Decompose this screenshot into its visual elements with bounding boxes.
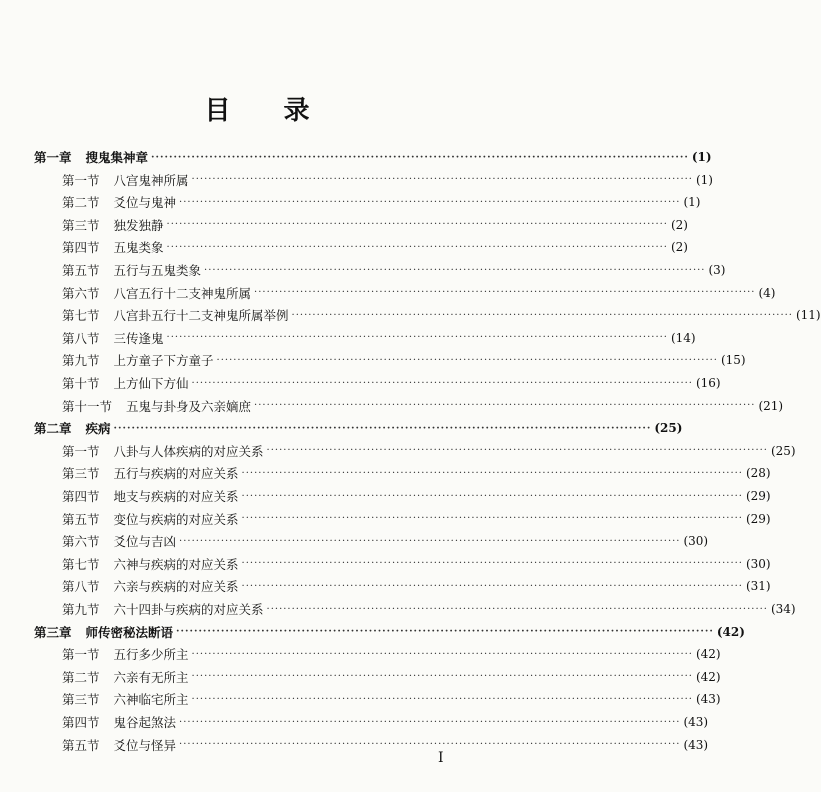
toc-chapter-row [34,622,745,642]
toc-entry-page: (29) [745,489,771,503]
toc-entry-number: 第五节 [62,511,100,527]
toc-leader-dots: ························································································································ [241,558,743,570]
toc-entry-title: 爻位与怪异 [113,737,177,753]
toc-leader-dots: ························································································································ [151,151,689,163]
toc-leader-dots: ························································································································ [191,671,693,683]
toc-entry-page: (42) [695,669,721,684]
toc-entry-title: 上方仙下方仙 [113,376,189,391]
toc-entry-page: (3) [708,263,726,277]
toc-entry-title: 五行多少所主 [113,647,189,663]
toc-leader-dots: ························································································································ [179,535,681,547]
toc-entry-title: 上方童子下方童子 [113,353,214,369]
toc-section-row [62,350,746,370]
toc-entry-title: 疾病 [85,421,111,437]
toc-leader-dots: ························································································································ [216,354,718,366]
toc-leader-dots: ························································································································ [241,580,743,592]
toc-section-row [62,463,771,483]
toc-leader-dots: ························································································································ [179,739,681,751]
toc-entry-page: (15) [720,353,746,368]
toc-entry-page: (31) [745,579,771,594]
toc-entry-title: 鬼谷起煞法 [113,715,177,730]
toc-entry-number: 第八节 [62,579,100,595]
toc-entry-page: (4) [758,285,776,300]
toc-entry-title: 搜鬼集神章 [85,150,149,165]
toc-entry-title: 五鬼与卦身及六亲嫡庶 [126,398,252,414]
toc-section-row [62,192,701,212]
toc-entry-number: 第八节 [62,330,100,346]
toc-entry-title: 三传逢鬼 [113,330,164,346]
toc-leader-dots: ························································································································ [204,264,706,276]
toc-leader-dots: ························································································································ [191,174,693,186]
toc-entry-number: 第十节 [62,376,100,391]
toc-entry-title: 变位与疾病的对应关系 [113,511,239,527]
toc-section-row [62,712,709,732]
toc-section-row [62,667,721,687]
toc-entry-number: 第二章 [34,421,72,437]
toc-entry-number: 第九节 [62,602,100,617]
toc-entry-page: (1) [695,172,713,187]
toc-entry-page: (34) [770,602,796,616]
toc-entry-page: (42) [695,647,721,662]
toc-entry-title: 五行与五鬼类象 [113,263,202,278]
toc-section-row [62,237,688,257]
toc-entry-title: 六十四卦与疾病的对应关系 [113,602,264,617]
toc-entry-page: (14) [670,330,696,345]
toc-entry-page: (25) [770,443,796,458]
toc-entry-title: 爻位与吉凶 [113,534,177,550]
toc-leader-dots: ························································································································ [241,467,743,479]
toc-entry-number: 第四节 [62,489,100,504]
toc-entry-number: 第三节 [62,692,100,708]
toc-entry-title: 八宫五行十二支神鬼所属 [113,285,252,301]
toc-entry-title: 地支与疾病的对应关系 [113,489,239,504]
toc-section-row [62,735,709,755]
toc-leader-dots: ························································································································ [241,513,743,525]
toc-section-row [62,644,721,664]
toc-entry-page: (16) [695,376,721,390]
toc-entry-title: 五行与疾病的对应关系 [113,466,239,482]
toc-entry-title: 六亲与疾病的对应关系 [113,579,239,595]
toc-entry-number: 第七节 [62,556,100,572]
toc-entry-page: (43) [683,737,709,752]
toc-leader-dots: ························································································································ [166,219,668,231]
toc-entry-number: 第九节 [62,353,100,369]
toc-entry-number: 第二节 [62,195,100,211]
toc-leader-dots: ························································································································ [266,445,768,457]
toc-section-row [62,599,796,619]
toc-section-row [62,531,709,551]
toc-entry-title: 八宫卦五行十二支神鬼所属举例 [113,308,289,324]
toc-entry-number: 第六节 [62,285,100,301]
toc-leader-dots: ························································································································ [241,490,743,502]
toc-entry-page: (21) [758,398,784,413]
toc-entry-page: (25) [654,421,683,436]
toc-entry-page: (28) [745,466,771,481]
toc-section-row [62,486,771,506]
toc-entry-title: 爻位与鬼神 [113,195,177,211]
toc-chapter-row [34,147,712,167]
toc-entry-title: 八宫鬼神所属 [113,172,189,188]
toc-section-row [62,509,771,529]
toc-leader-dots: ························································································································ [179,196,681,208]
toc-entry-page: (42) [716,624,745,639]
toc-entry-number: 第二节 [62,669,100,685]
toc-entry-number: 第五节 [62,263,100,278]
toc-entry-number: 第十一节 [62,398,113,414]
toc-entry-page: (2) [670,240,688,255]
page-title: 目 录 [204,96,332,126]
toc-entry-page: (1) [691,150,712,164]
toc-entry-title: 五鬼类象 [113,240,164,256]
toc-section-row [62,396,784,416]
toc-entry-page: (11) [795,308,821,323]
toc-entry-title: 六亲有无所主 [113,669,189,685]
toc-leader-dots: ························································································································ [254,400,756,412]
toc-leader-dots: ························································································································ [179,716,681,728]
toc-leader-dots: ························································································································ [166,332,668,344]
toc-entry-number: 第三节 [62,217,100,233]
toc-entry-page: (29) [745,511,771,526]
toc-entry-title: 六神临宅所主 [113,692,189,708]
toc-entry-number: 第四节 [62,240,100,256]
toc-section-row [62,215,688,235]
toc-entry-number: 第七节 [62,308,100,324]
toc-entry-number: 第四节 [62,715,100,730]
toc-entry-page: (43) [683,715,709,729]
toc-entry-number: 第一节 [62,443,100,459]
toc-entry-number: 第一章 [34,150,72,165]
toc-leader-dots: ························································································································ [266,603,768,615]
toc-section-row [62,373,721,393]
toc-section-row [62,170,713,190]
toc-entry-page: (1) [683,195,701,210]
toc-entry-page: (30) [745,556,771,571]
toc-entry-number: 第三章 [34,624,72,640]
toc-section-row [62,328,696,348]
toc-leader-dots: ························································································································ [191,377,693,389]
toc-entry-title: 八卦与人体疾病的对应关系 [113,443,264,459]
toc-section-row [62,305,821,325]
toc-entry-number: 第一节 [62,647,100,663]
toc-leader-dots: ························································································································ [176,626,714,638]
toc-section-row [62,576,771,596]
toc-entry-title: 独发独静 [113,217,164,233]
toc-entry-title: 六神与疾病的对应关系 [113,556,239,572]
toc-entry-number: 第六节 [62,534,100,550]
toc-section-row [62,441,796,461]
toc-entry-title: 师传密秘法断语 [85,624,174,640]
toc-entry-number: 第五节 [62,737,100,753]
toc-leader-dots: ························································································································ [191,693,693,705]
toc-leader-dots: ························································································································ [254,287,756,299]
toc-leader-dots: ························································································································ [291,309,793,321]
toc-leader-dots: ························································································································ [191,648,693,660]
toc-entry-page: (30) [683,534,709,549]
toc-entry-number: 第一节 [62,172,100,188]
toc-entry-number: 第三节 [62,466,100,482]
toc-leader-dots: ························································································································ [113,422,652,434]
toc-section-row [62,283,776,303]
toc-section-row [62,554,771,574]
toc-entry-page: (2) [670,217,688,232]
toc-leader-dots: ························································································································ [166,241,668,253]
toc-section-row [62,689,721,709]
toc-entry-page: (43) [695,692,721,707]
toc-chapter-row [34,418,683,438]
page-folio: I [438,750,444,766]
toc-section-row [62,260,726,280]
